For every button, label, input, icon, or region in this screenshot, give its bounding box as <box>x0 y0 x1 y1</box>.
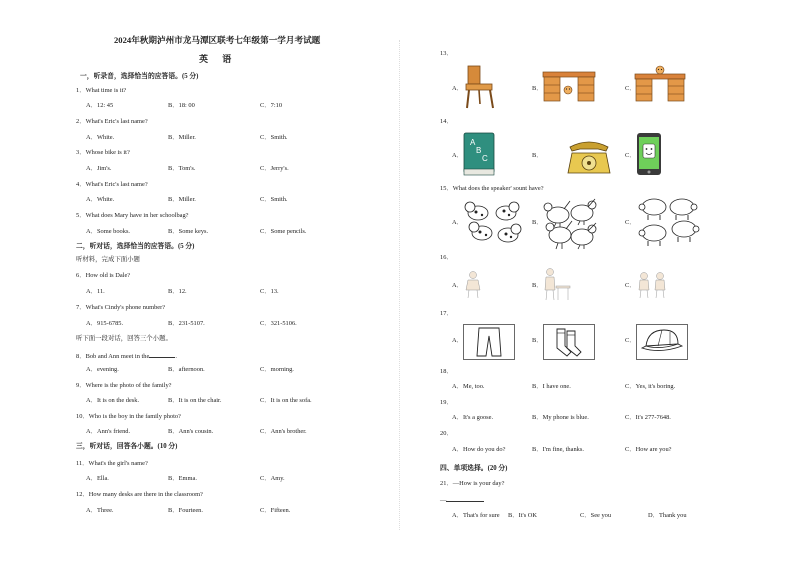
q3-option-a[interactable]: A．Jim's. <box>86 165 112 172</box>
q17-option-a-trousers-image[interactable] <box>463 324 515 360</box>
q13-option-a-chair-image[interactable] <box>462 64 498 110</box>
q15-label-a: A． <box>452 219 464 226</box>
q7-option-c[interactable]: C．321-5106. <box>260 320 297 327</box>
q20-option-b[interactable]: B．I'm fine, thanks. <box>532 446 584 453</box>
q21-option-d[interactable]: D．Thank you <box>648 512 687 519</box>
q14-option-b-telephone-image[interactable] <box>564 137 614 175</box>
exam-title: 2024年秋期泸州市龙马潭区联考七年级第一学月考试题 <box>114 35 321 45</box>
q10-option-b[interactable]: B．Ann's cousin. <box>168 428 214 435</box>
q9-option-c[interactable]: C．It is on the sofa. <box>260 397 312 404</box>
q18-option-c[interactable]: C．Yes, it's boring. <box>625 383 676 390</box>
q1-option-b[interactable]: B．18: 00 <box>168 102 195 109</box>
q7-option-b[interactable]: B．231-5107. <box>168 320 205 327</box>
q19-option-c[interactable]: C．It's 277-7648. <box>625 414 671 421</box>
q4-option-b[interactable]: B．Miller. <box>168 196 196 203</box>
q12-option-b[interactable]: B．Fourteen. <box>168 507 203 514</box>
q10-option-c[interactable]: C．Ann's brother. <box>260 428 307 435</box>
q5-option-a[interactable]: A．Some books. <box>86 228 131 235</box>
q16-label-a: A． <box>452 282 464 289</box>
q1-option-a[interactable]: A．12: 45 <box>86 102 114 109</box>
q4-option-a[interactable]: A．White. <box>86 196 115 203</box>
q9-option-a[interactable]: A．It is on the desk. <box>86 397 140 404</box>
q13-option-c-cat-on-desk-image[interactable] <box>634 64 686 102</box>
q3-option-c[interactable]: C．Jerry's. <box>260 165 289 172</box>
q11-option-a[interactable]: A．Ella. <box>86 475 109 482</box>
book-letter-c: C <box>482 154 488 163</box>
q11-stem: 11．What's the girl's name? <box>76 460 148 467</box>
section-3-heading: 三，听对话，回答各小题。(10 分) <box>76 443 178 450</box>
q9-stem: 9．Where is the photo of the family? <box>76 382 172 389</box>
q1-option-c[interactable]: C．7:10 <box>260 102 283 109</box>
q5-stem: 5．What does Mary have in her schoolbag? <box>76 212 189 219</box>
q17-stem: 17． <box>440 310 453 317</box>
section-1-heading: 一，听录音，选择恰当的应答语。(5 分) <box>80 73 199 80</box>
q6-option-a[interactable]: A．11. <box>86 288 105 295</box>
q17-option-b-socks-image[interactable] <box>543 324 595 360</box>
q14-label-a: A． <box>452 152 464 159</box>
q13-option-b-desk-cat-image[interactable] <box>542 70 596 102</box>
q16-label-b: B． <box>532 282 543 289</box>
q13-label-a: A． <box>452 85 464 92</box>
q6-stem: 6．How old is Dale? <box>76 272 131 279</box>
q19-stem: 19． <box>440 399 453 406</box>
q9-option-b[interactable]: B．It is on the chair. <box>168 397 222 404</box>
q21-answer-line: — <box>440 495 484 504</box>
q13-label-b: B． <box>532 85 543 92</box>
subject-title: 英 语 <box>199 54 238 64</box>
q10-option-a[interactable]: A．Ann's friend. <box>86 428 131 435</box>
q7-stem: 7．What's Cindy's phone number? <box>76 304 166 311</box>
q21-option-c[interactable]: C．See you <box>580 512 612 519</box>
q2-stem: 2．What's Eric's last name? <box>76 118 148 125</box>
q1-stem: 1．What time is it? <box>76 87 127 94</box>
q3-stem: 3．Whose bike is it? <box>76 149 130 156</box>
q15-stem: 15．What does the speaker' sount have? <box>440 185 544 192</box>
q4-stem: 4．What's Eric's last name? <box>76 181 148 188</box>
q21-blank <box>446 495 484 502</box>
book-letter-b: B <box>476 146 482 155</box>
q8-option-a[interactable]: A．evening. <box>86 366 119 373</box>
section-2-note-2: 听下面一段对话，回答三个小题。 <box>76 335 172 342</box>
q15-label-b: B． <box>532 219 543 226</box>
q14-stem: 14． <box>440 118 453 125</box>
q15-option-a-dogs-image[interactable] <box>462 197 526 249</box>
q17-label-c: C． <box>625 337 636 344</box>
q3-option-b[interactable]: B．Tom's. <box>168 165 196 172</box>
q6-option-b[interactable]: B．12. <box>168 288 187 295</box>
q5-option-b[interactable]: B．Some keys. <box>168 228 209 235</box>
q15-label-c: C． <box>625 219 636 226</box>
section-4-heading: 四、单项选择。(20 分) <box>440 465 508 472</box>
q16-option-a-figure-image[interactable] <box>462 270 486 300</box>
q11-option-b[interactable]: B．Emma. <box>168 475 197 482</box>
q12-option-a[interactable]: A．Three. <box>86 507 114 514</box>
column-divider <box>399 40 400 530</box>
q12-stem: 12．How many desks are there in the classroom? <box>76 491 203 498</box>
q7-option-a[interactable]: A．915-6785. <box>86 320 124 327</box>
q18-stem: 18． <box>440 368 453 375</box>
q21-option-b[interactable]: B．It's OK <box>508 512 538 519</box>
q15-option-c-pigs-image[interactable] <box>634 195 702 249</box>
q8-option-c[interactable]: C．morning. <box>260 366 294 373</box>
section-2-note-1: 听材料，完成下面小题 <box>76 256 140 263</box>
q19-option-a[interactable]: A．It's a goose. <box>452 414 494 421</box>
q21-option-a[interactable]: A．That's for sure <box>452 512 500 519</box>
q13-stem: 13． <box>440 50 453 57</box>
section-2-heading: 二，听对话，选择恰当的应答语。(5 分) <box>76 243 195 250</box>
q10-stem: 10．Who is the boy in the family photo? <box>76 413 181 420</box>
q19-option-b[interactable]: B．My phone is blue. <box>532 414 589 421</box>
q2-option-c[interactable]: C．Smith. <box>260 134 288 141</box>
q8-blank <box>149 351 175 358</box>
q20-option-a[interactable]: A．How do you do? <box>452 446 506 453</box>
q17-label-a: A． <box>452 337 464 344</box>
q16-label-c: C． <box>625 282 636 289</box>
q13-label-c: C． <box>625 85 636 92</box>
q18-option-a[interactable]: A．Me, too. <box>452 383 485 390</box>
q4-option-c[interactable]: C．Smith. <box>260 196 288 203</box>
q21-stem: 21．—How is your day? <box>440 480 505 487</box>
q11-option-c[interactable]: C．Amy. <box>260 475 285 482</box>
q14-label-c: C． <box>625 152 636 159</box>
q18-option-b[interactable]: B．I have one. <box>532 383 571 390</box>
q5-option-c[interactable]: C．Some pencils. <box>260 228 307 235</box>
q6-option-c[interactable]: C．13. <box>260 288 279 295</box>
q16-stem: 16． <box>440 254 453 261</box>
q16-option-c-two-figures-image[interactable] <box>634 270 674 300</box>
q15-option-b-chickens-image[interactable] <box>540 195 604 251</box>
q20-option-c[interactable]: C．How are you? <box>625 446 672 453</box>
q17-label-b: B． <box>532 337 543 344</box>
q14-label-b: B． <box>532 152 543 159</box>
q8-stem: 8．Bob and Ann meet in the . <box>76 353 177 360</box>
q16-option-b-figure-image[interactable] <box>542 266 572 302</box>
book-letter-a: A <box>470 138 476 147</box>
q2-option-b[interactable]: B．Miller. <box>168 134 196 141</box>
q2-option-a[interactable]: A．White. <box>86 134 115 141</box>
q17-option-c-cap-image[interactable] <box>636 324 688 360</box>
q14-option-a-book-image[interactable] <box>462 131 498 177</box>
q12-option-c[interactable]: C．Fifteen. <box>260 507 291 514</box>
q8-option-b[interactable]: B．afternoon. <box>168 366 205 373</box>
q20-stem: 20． <box>440 430 453 437</box>
q14-option-c-cellphone-image[interactable] <box>636 132 662 176</box>
